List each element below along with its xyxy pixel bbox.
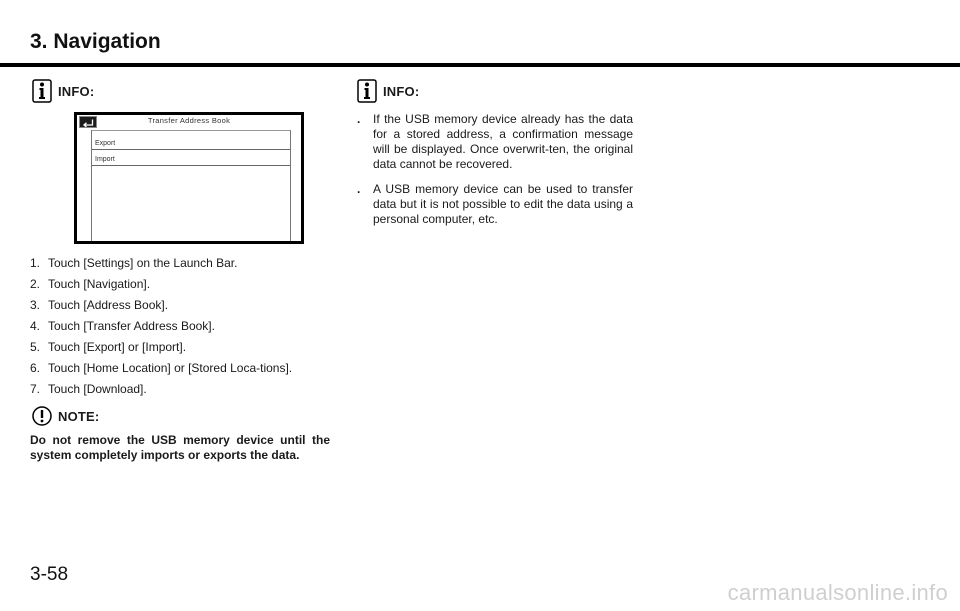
step-number: 3.: [30, 298, 41, 312]
bullet-text: If the USB memory device already has the data for a stored address, a confirmation message will be displayed. Once overwrit-ten, the original data cannot be recovered.: [373, 112, 633, 171]
step-item: [30, 340, 335, 355]
info-icon: [357, 79, 377, 103]
step-item: [30, 277, 335, 292]
menu-item-import[interactable]: Import: [92, 150, 290, 166]
step-text: Touch [Address Book].: [48, 298, 169, 312]
note-callout: [32, 403, 335, 429]
info-bullets: [355, 112, 633, 227]
screen-illustration: [74, 112, 304, 244]
note-text: Do not remove the USB memory device until the system completely imports or exports the data.: [30, 433, 330, 462]
info-title: INFO:: [58, 83, 95, 99]
step-number: 4.: [30, 319, 41, 333]
info-icon: [32, 79, 52, 103]
step-number: 2.: [30, 277, 41, 291]
screen-topbar: [77, 115, 301, 129]
bullet-item: [355, 182, 633, 227]
step-number: 7.: [30, 382, 41, 396]
right-column: [355, 78, 633, 237]
step-text: Touch [Home Location] or [Stored Loca-tions].: [48, 361, 293, 375]
step-item: [30, 382, 335, 397]
screen-menu-list: [91, 130, 291, 241]
screen-title: Transfer Address Book: [147, 116, 231, 125]
note-title: NOTE:: [58, 408, 100, 424]
step-text: Touch [Settings] on the Launch Bar.: [48, 256, 238, 270]
step-item: [30, 319, 335, 334]
bullet-mark: .: [357, 112, 361, 126]
step-text: Touch [Navigation].: [48, 277, 151, 291]
page-number: 3-58: [30, 564, 69, 585]
bullet-item: [355, 112, 633, 172]
info-callout: [32, 78, 335, 104]
step-item: [30, 298, 335, 313]
header-rule: [0, 63, 960, 67]
step-number: 6.: [30, 361, 41, 375]
info-title: INFO:: [383, 83, 420, 99]
step-item: [30, 361, 335, 376]
step-number: 1.: [30, 256, 41, 270]
bullet-mark: .: [357, 182, 361, 196]
watermark: carmanualsonline.info: [727, 580, 948, 605]
step-text: Touch [Transfer Address Book].: [48, 319, 215, 333]
info-callout: [357, 78, 633, 104]
bullet-text: A USB memory device can be used to transfer data but it is not possible to edit the data using a personal computer, etc.: [373, 182, 633, 226]
left-column: [30, 78, 335, 463]
exclamation-icon: [32, 404, 52, 428]
steps-list: [30, 256, 335, 397]
section-title: 3. Navigation: [30, 30, 161, 53]
step-text: Touch [Download].: [48, 382, 147, 396]
step-item: [30, 256, 335, 271]
step-number: 5.: [30, 340, 41, 354]
menu-item-export[interactable]: Export: [92, 130, 290, 150]
screen-display: [77, 115, 301, 241]
step-text: Touch [Export] or [Import].: [48, 340, 187, 354]
